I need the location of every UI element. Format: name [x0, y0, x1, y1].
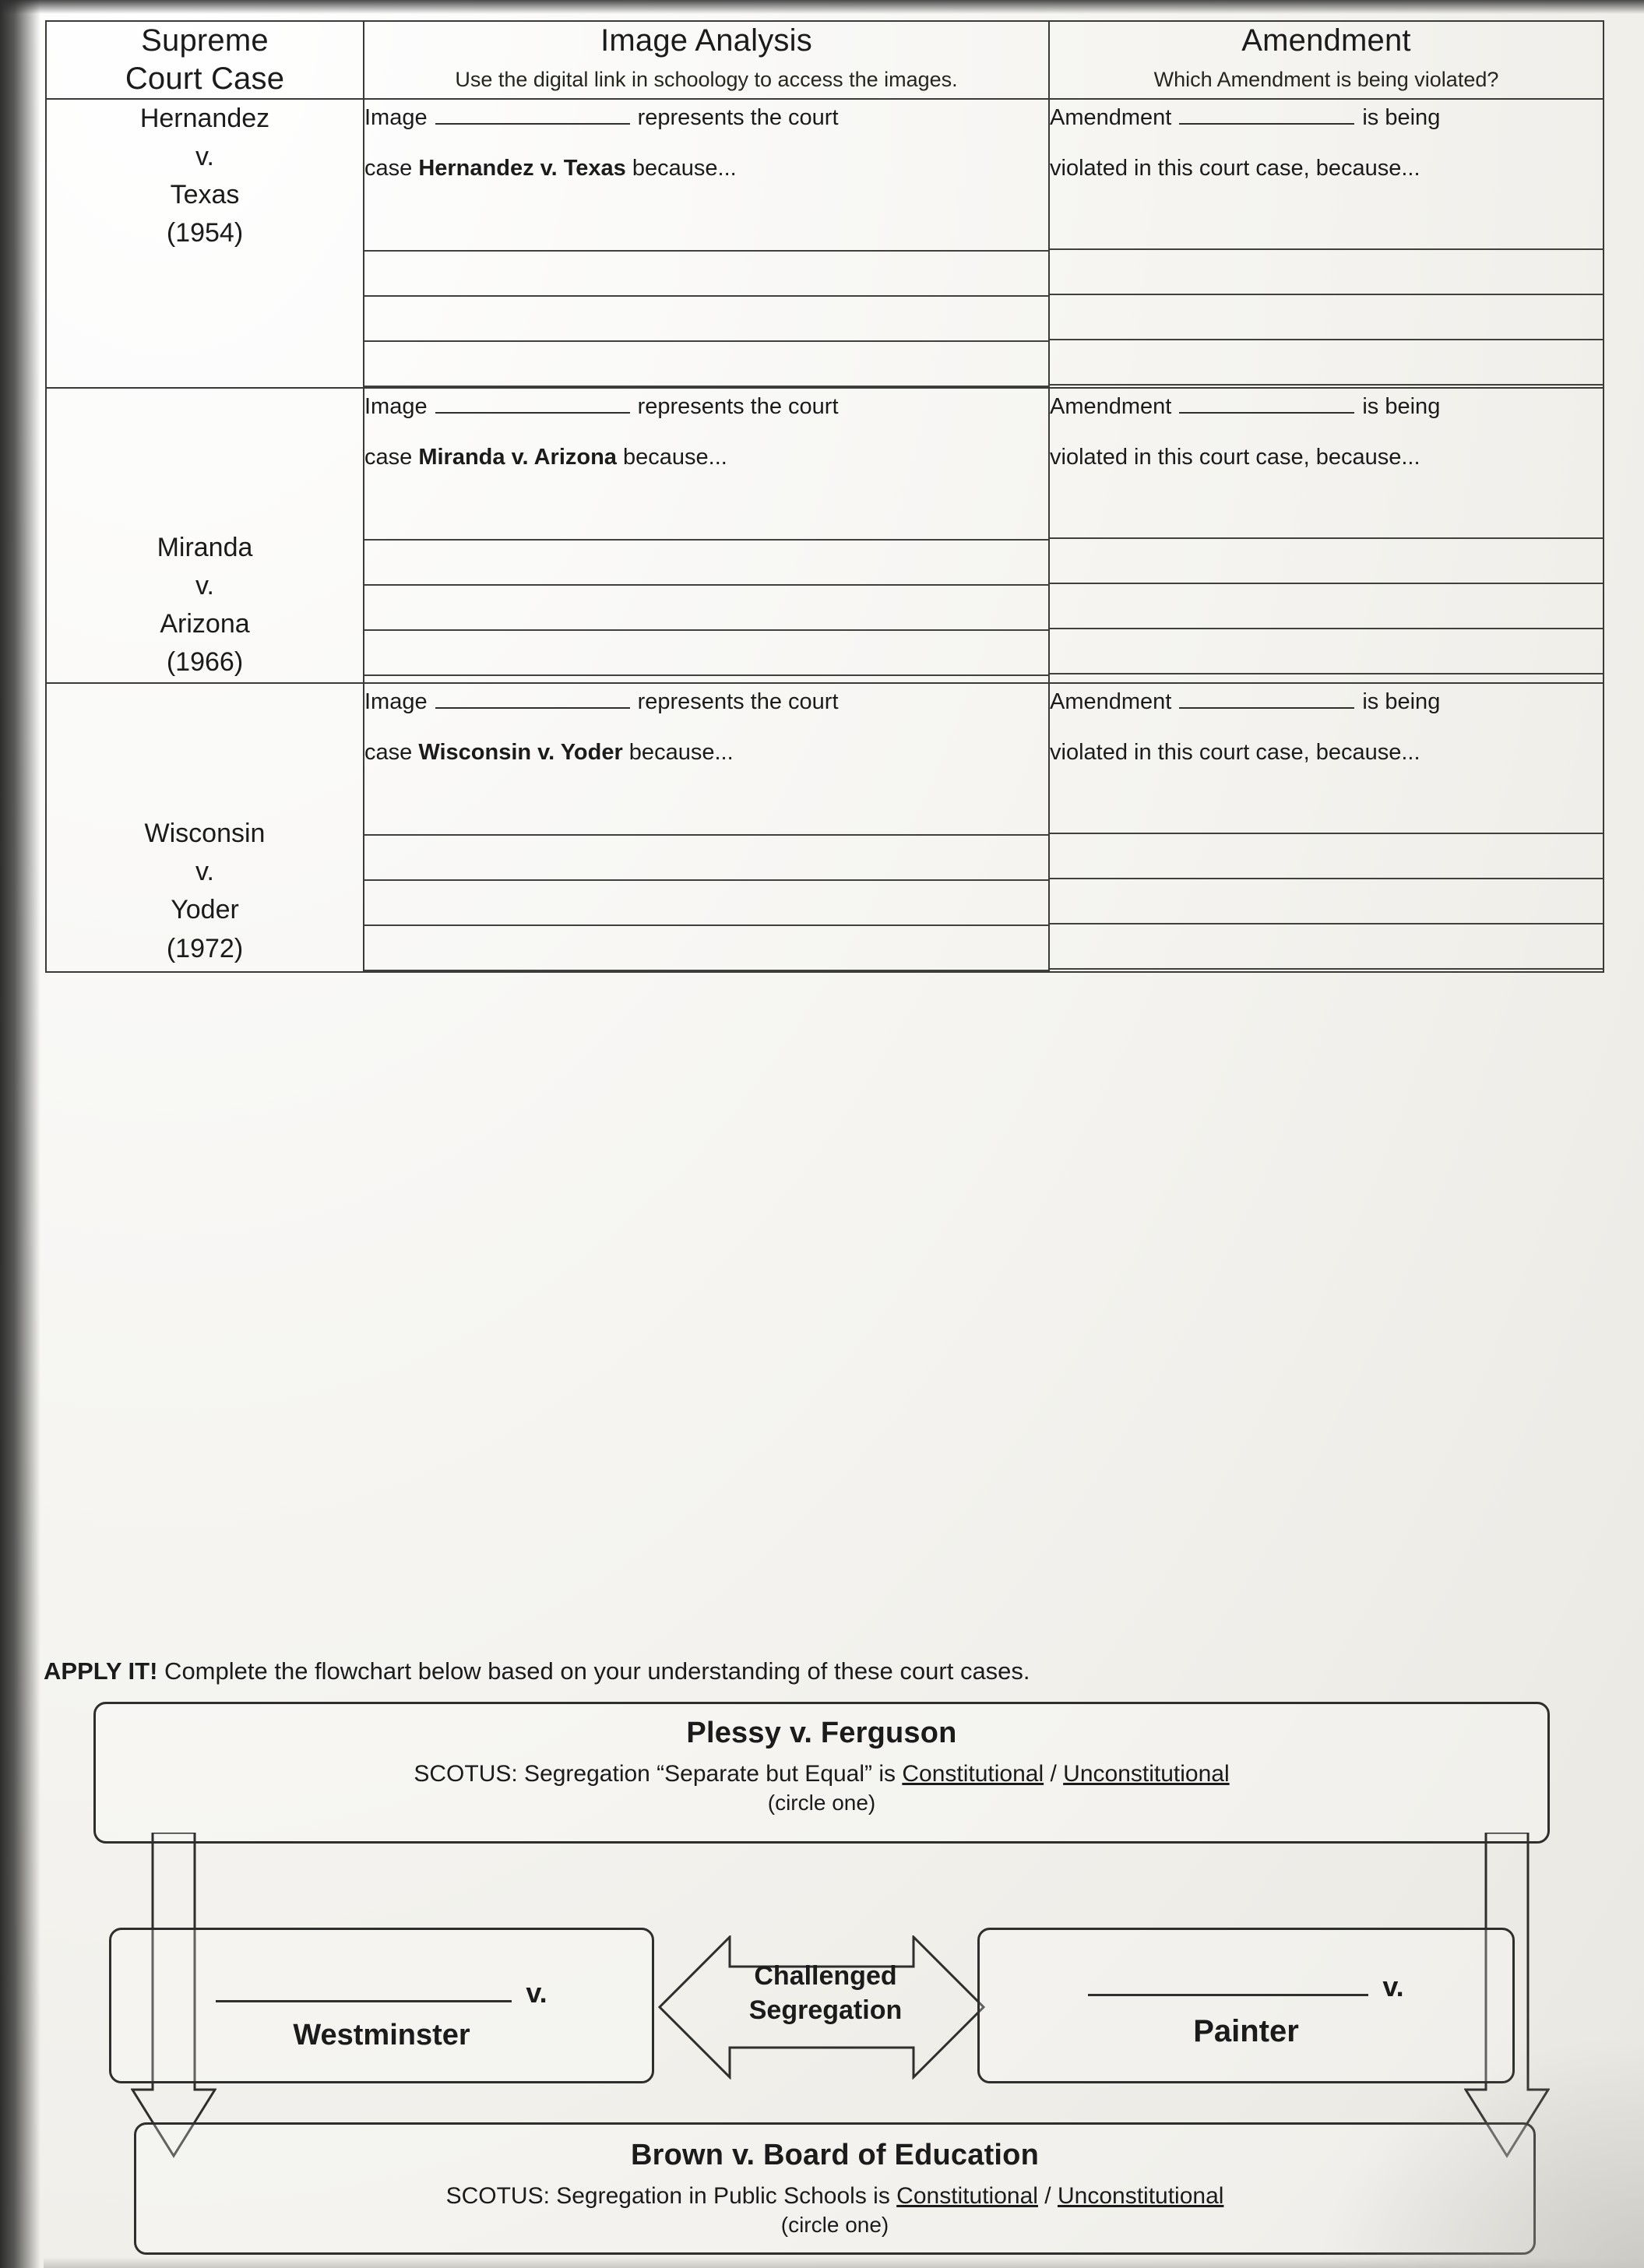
case-line-4: (1966) — [166, 647, 244, 678]
writing-line[interactable] — [364, 836, 1048, 881]
image-prompt-case-prefix: case — [364, 740, 419, 766]
writing-line[interactable] — [1050, 205, 1603, 250]
header-supreme-court-case-line2: Court Case — [125, 61, 285, 96]
amendment-prompt-suffix: is being — [1362, 393, 1441, 419]
brown-option-separator: / — [1037, 2183, 1058, 2209]
writing-line[interactable] — [1050, 340, 1603, 386]
apply-it-instructions: Complete the flowchart below based on your understanding of these court cases. — [157, 1657, 1030, 1685]
case-line-1: Hernandez — [139, 103, 270, 133]
flowchart-node-westminster — [109, 1928, 654, 2083]
image-writing-lines[interactable] — [364, 791, 1048, 971]
brown-sub-prefix: SCOTUS: Segregation in Public Schools is — [445, 2183, 897, 2209]
amendment-cell-hernandez — [1049, 99, 1604, 388]
image-prompt-prefix: Image — [364, 393, 428, 419]
case-line-2: v. — [195, 857, 214, 887]
image-analysis-cell-miranda — [364, 388, 1049, 683]
writing-line[interactable] — [364, 252, 1048, 297]
challenged-segregation-label — [716, 1959, 935, 2027]
writing-line[interactable] — [1050, 494, 1603, 539]
flowchart — [86, 1702, 1565, 2247]
amendment-writing-lines[interactable] — [1050, 789, 1603, 970]
amendment-cell-miranda — [1049, 388, 1604, 683]
image-analysis-cell-wisconsin — [364, 683, 1049, 972]
scan-edge-bottom — [44, 2257, 1644, 2268]
challenged-segregation-line2: Segregation — [748, 1995, 903, 2026]
header-amendment-subtitle: Which Amendment is being violated? — [1153, 67, 1499, 91]
amendment-prompt-prefix: Amendment — [1050, 688, 1172, 714]
flowchart-node-painter — [977, 1928, 1515, 2083]
plessy-sub-prefix: SCOTUS: Segregation “Separate but Equal” is — [414, 1761, 903, 1787]
plessy-subtitle — [96, 1761, 1547, 1787]
apply-it-label: APPLY IT! — [44, 1657, 158, 1685]
court-cases-table — [45, 20, 1604, 973]
case-line-2: v. — [195, 141, 214, 171]
painter-name: Painter — [1193, 2014, 1299, 2048]
amendment-prompt-suffix: is being — [1362, 104, 1441, 130]
case-line-4: (1954) — [166, 218, 244, 248]
flowchart-node-plessy — [93, 1702, 1550, 1844]
writing-line[interactable] — [1050, 539, 1603, 584]
amendment-prompt-second-line: violated in this court case, because... — [1050, 156, 1420, 181]
image-prompt-prefix: Image — [364, 104, 428, 130]
image-prompt-case-prefix: case — [364, 156, 419, 181]
image-analysis-cell-hernandez — [364, 99, 1049, 388]
image-prompt-case-prefix: case — [364, 445, 419, 470]
writing-line[interactable] — [364, 342, 1048, 387]
westminster-blank-row — [111, 1974, 652, 2009]
plessy-circle-one-note: (circle one) — [767, 1791, 876, 1815]
writing-line[interactable] — [1050, 629, 1603, 674]
image-prompt-case-suffix: because... — [625, 156, 737, 181]
image-prompt-prefix: Image — [364, 688, 428, 714]
case-name-cell-hernandez — [46, 99, 364, 388]
painter-v-label: v. — [1382, 1970, 1404, 2002]
image-prompt-case-suffix: because... — [616, 445, 727, 470]
writing-line[interactable] — [1050, 584, 1603, 629]
writing-line[interactable] — [364, 206, 1048, 252]
table-header-row — [46, 21, 1604, 99]
plessy-option-unconstitutional[interactable]: Unconstitutional — [1063, 1761, 1230, 1787]
case-name-cell-wisconsin — [46, 683, 364, 972]
brown-title: Brown v. Board of Education — [630, 2139, 1040, 2171]
image-prompt-suffix: represents the court — [637, 393, 839, 419]
amendment-writing-lines[interactable] — [1050, 205, 1603, 386]
painter-answer-blank[interactable] — [1088, 1967, 1368, 1996]
case-line-3: Arizona — [160, 609, 250, 639]
image-prompt-suffix: represents the court — [637, 688, 839, 714]
amendment-answer-blank[interactable] — [1179, 100, 1354, 125]
westminster-name: Westminster — [293, 2019, 470, 2051]
writing-line[interactable] — [364, 541, 1048, 586]
flowchart-node-brown — [134, 2122, 1536, 2255]
plessy-option-separator: / — [1044, 1761, 1064, 1787]
writing-line[interactable] — [1050, 250, 1603, 295]
image-prompt-case-name: Wisconsin v. Yoder — [418, 740, 623, 766]
case-line-3: Texas — [170, 180, 240, 210]
image-prompt-suffix: represents the court — [637, 104, 839, 130]
amendment-prompt-second-line: violated in this court case, because... — [1050, 445, 1420, 470]
table-row — [46, 99, 1604, 388]
image-prompt-case-suffix: because... — [622, 740, 734, 766]
writing-line[interactable] — [364, 495, 1048, 541]
amendment-prompt-prefix: Amendment — [1050, 393, 1172, 419]
case-name-cell-miranda — [46, 388, 364, 683]
image-prompt-case-name: Hernandez v. Texas — [418, 156, 626, 181]
writing-line[interactable] — [364, 881, 1048, 926]
table-row — [46, 388, 1604, 683]
header-image-analysis-title: Image Analysis — [600, 23, 812, 58]
westminster-v-label: v. — [526, 1977, 547, 2009]
header-supreme-court-case-line1: Supreme — [141, 23, 269, 58]
brown-option-constitutional[interactable]: Constitutional — [896, 2183, 1038, 2209]
writing-line[interactable] — [1050, 789, 1603, 834]
amendment-prompt-suffix: is being — [1362, 688, 1441, 714]
image-answer-blank[interactable] — [435, 684, 630, 709]
image-prompt-case-name: Miranda v. Arizona — [418, 445, 617, 470]
case-line-4: (1972) — [166, 933, 244, 963]
amendment-prompt-second-line: violated in this court case, because... — [1050, 740, 1420, 766]
table-row — [46, 683, 1604, 972]
challenged-segregation-line1: Challenged — [754, 1961, 897, 1991]
writing-line[interactable] — [364, 926, 1048, 971]
scan-edge-shadow-top — [0, 0, 1644, 14]
painter-blank-row — [980, 1967, 1512, 2003]
case-line-2: v. — [195, 570, 214, 600]
header-amendment-title: Amendment — [1241, 23, 1411, 58]
header-image-analysis-subtitle: Use the digital link in schoology to access the images. — [455, 67, 958, 91]
image-writing-lines[interactable] — [364, 495, 1048, 676]
brown-option-unconstitutional[interactable]: Unconstitutional — [1057, 2183, 1224, 2209]
amendment-writing-lines[interactable] — [1050, 494, 1603, 674]
brown-subtitle — [136, 2183, 1533, 2210]
worksheet-table-container — [45, 20, 1603, 973]
header-amendment — [1049, 21, 1604, 99]
amendment-prompt-prefix: Amendment — [1050, 104, 1172, 130]
writing-line[interactable] — [364, 297, 1048, 342]
apply-it-heading — [44, 1657, 1593, 1685]
image-writing-lines[interactable] — [364, 206, 1048, 387]
writing-line[interactable] — [1050, 879, 1603, 924]
header-supreme-court-case — [46, 21, 364, 99]
writing-line[interactable] — [364, 631, 1048, 676]
plessy-option-constitutional[interactable]: Constitutional — [902, 1761, 1044, 1787]
case-line-1: Wisconsin — [144, 818, 266, 848]
scan-edge-shadow-left — [0, 0, 40, 2268]
amendment-cell-wisconsin — [1049, 683, 1604, 972]
writing-line[interactable] — [364, 586, 1048, 631]
amendment-answer-blank[interactable] — [1179, 389, 1354, 414]
brown-circle-one-note: (circle one) — [780, 2213, 889, 2237]
writing-line[interactable] — [364, 791, 1048, 836]
image-answer-blank[interactable] — [435, 100, 630, 125]
image-answer-blank[interactable] — [435, 389, 630, 414]
writing-line[interactable] — [1050, 834, 1603, 879]
header-image-analysis — [364, 21, 1049, 99]
westminster-answer-blank[interactable] — [216, 1974, 512, 2002]
writing-line[interactable] — [1050, 295, 1603, 340]
plessy-title: Plessy v. Ferguson — [686, 1717, 957, 1749]
case-line-3: Yoder — [171, 895, 239, 925]
case-line-1: Miranda — [157, 532, 253, 562]
amendment-answer-blank[interactable] — [1179, 684, 1354, 709]
writing-line[interactable] — [1050, 924, 1603, 970]
